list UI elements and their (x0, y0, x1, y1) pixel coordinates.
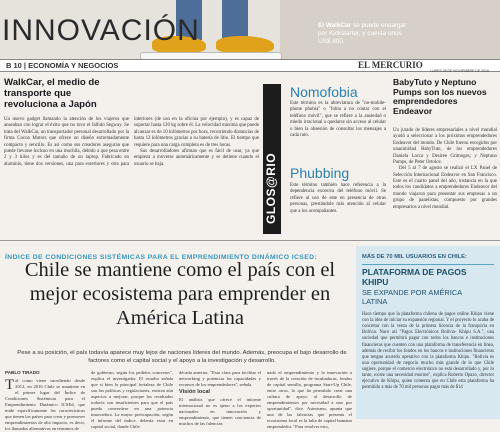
nomofobia-def: Este término es la abreviatura de "no-mobile-phone phobia" o "fobia a no contar con el teléfono móvil", que se refiere a la ansiedad o miedo irracional a quedarse sin acceso al celular o bien la obsesión de consultar los mensajes a cada rato. (290, 101, 386, 138)
main-headline: Chile se mantiene como el país con el mejor ecosistema para emprender en América Latina (24, 259, 336, 330)
sidebar-title: PLATAFORMA DE PAGOS KHIPU (362, 267, 467, 287)
newspaper-brand: EL MERCURIO (358, 60, 423, 70)
shoe-right (216, 36, 274, 53)
main-col-4: nado el emprendimiento y la innovación a través de la creación de incubadoras, fondos de capital semilla, programa Start-Up Chile, entre otros, lo que ha permitido crear una cultura de apoyo al desarrollo de emprendimientos por necesidad a uno por oportunidad", dice. Asimismo, apunta que una de las falencias que presenta el ecosistema local es la falta de capital humano emprendedor. "Para resolver esto, (267, 370, 352, 429)
nomofobia-term: Nomofobia (290, 84, 358, 100)
phubbing-def: Este término también hace referencia a la dependencia excesiva del teléfono móvil. Se refiere al uso de este en presencia de otras personas, prestándole más atención al celular que a los acompañantes. (290, 183, 386, 214)
jeans-right (222, 0, 248, 40)
masthead-title: INNOVACIÓN (2, 14, 200, 47)
section-divider (0, 240, 500, 241)
sidebar-kicker: MÁS DE 70 MIL USUARIOS EN CHILE: (362, 254, 467, 260)
walkcar-body: Un nuevo gadget llamando la atención de los viajeros que anseaban con lograr el éxito que no tuvo el fallido Segway. Se trata del WalkCar, un transportador personal desarrollado por la firma Cocoa Motors que ofrece un diseño extremadamente compacto y sencillo. Es así como sus creadores aseguran que puede llevarse incluso en una mochila, debido a que pesa entre 2 y 3 kilos y es del tamaño de un laptop. Fabricado en aluminio, tiene dos versiones, una para exteriores y otra para interiores (de uso en la oficina por ejemplo), y es capaz de soportar hasta 120 kg sobre él. La velocidad máxima que puede alcanzar es de 10 kilómetros por hora, recorriendo distancias de hasta 12 kilómetros gracias a su batería de litio. El tiempo que requiere para una carga completa es de tres horas. Sus desarrolladores afirman que es fácil de usar, ya que empieza a moverse automáticamente y se detiene cuando el usuario se baja. (4, 117, 259, 167)
hero-caption: El WalkCar se puede encargar por Kickstarter, y cuesta unos US$ 800. (318, 22, 407, 45)
col3-heading: Visión local (179, 388, 210, 395)
dropcap: T (5, 376, 15, 393)
babytuto-body: Un jurado de líderes empresariales a nivel mundial ayudó a seleccionar a los próximos emprendedores Endeavor del mundo. De Chile fueron escogidos por unanimidad BabyTuto, de los emprendedores Daniela Lorca y Desiree Grimoges; y Neptuno Pumps, de Peter Ortolov. Del 5 al 7 de agosto se realizó el LX Panel de Selección Internacional Endeavor en San Francisco. Este es el cuarto panel del año, instancia en la que todos los candidatos a emprendedores Endeavor del mundo viajaron para presentar sus empresas a un grupo de panelistas, compuesto por grandes empresarios a nivel mundial. (393, 128, 497, 210)
byline: PABLO TIRADO (5, 370, 40, 375)
main-deck: Pese a su posición, el país todavía aparece muy lejos de naciones líderes del mundo. Además, preocupa el bajo desarrollo de factores como el capital social y el apoyo a la investigación y desarrollo. (17, 350, 347, 364)
main-col-1: PABLO TIRADO T al como viene sucediendo desde 2012, en 2016 Chile se mantiene en el primer lugar del Índice de Condiciones Sistémicas para el Emprendimiento Dinámico ICSEd, que mide específicamente las características que tienen los países para crear y promover emprendimientos de alto impacto, es decir, los llamados alternativos en términos de (5, 370, 85, 431)
main-col-3: década anterior. "Esta clara para facilitar el networking y potenciar las capacidades y recursos de los emprendedores", señala. Visión local El análisis que ofrece el informe internacional no es ajeno a los expertos nacionales en innovación y emprendimiento, que tienen conciencia de muchos de las falencias (179, 370, 261, 427)
glossary-label: GLOS@RIO (263, 84, 281, 234)
walkcar-title: WalkCar, el medio de transporte que revoluciona a Japón (4, 77, 100, 110)
issue-date: LUNES 28 DE NOVIEMBRE DE 2016 (430, 69, 489, 73)
kicker-band: ÍNDICE DE CONDICIONES SISTÉMICAS PARA EL EMPRENDIMIENTO DINÁMICO ICSED: (5, 254, 318, 261)
babytuto-title: BabyTuto y Neptuno Pumps son los nuevos emprendedores Endeavor (393, 77, 487, 117)
section-label: B 10 | ECONOMÍA Y NEGOCIOS (6, 61, 119, 70)
main-col-2: de gobierno, según los pedidos concretos", explica el investigador. El estudio señala que si bien la principal fortaleza de Chile son las políticas y regulaciones, existen aún aspectos a mejorar, porque los resultados todavía son insuficientes para que el país pueda convertirse en una potencia innovadora. La mayor preocupación, según el informe del índice, debería estar en capital social, donde Chile (91, 370, 173, 429)
section-bar (0, 59, 500, 72)
khipu-sidebar (356, 246, 500, 419)
sidebar-body: Hace tiempo que la plataforma chilena de pagos online Khipu viene con la idea de iniciar su expansión regional. Y el proyecto lo acaba de concretar con la venta de la primera licencia de la franquicia en Bolivia. Nace así "Pagos Electrónicos Bolivia- Khipu S.A.", una sociedad que permitirá pagar con todos los bancos e instituciones financieras que cuenten con una plataforma de transferencia en línea, además de recibir los fondos en los bancos e instituciones financieras que tengan acuerdo operativo con la plataforma Khipu. "Bolivia es una oportunidad de negocio mucho más grande de lo que Chile sugiere, porque el comercio electrónico no está desarrollado y, por lo tanto, existe una necesidad enorme", explica Roberto Opazo, director ejecutivo de Khipu, quien comenta que en Chile esta plataforma ha permitido a más de 70 mil personas pagar más de $14 (362, 312, 494, 391)
phubbing-term: Phubbing (290, 165, 350, 181)
sidebar-subtitle: SE EXPANDE POR AMÉRICA LATINA (362, 288, 462, 306)
